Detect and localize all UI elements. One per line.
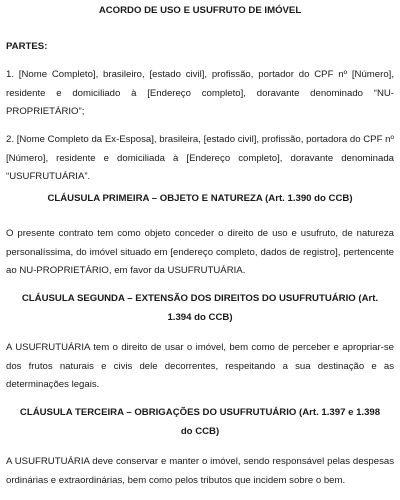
- clause-2-text: A USUFRUTUÁRIA tem o direito de usar o imóvel, bem como de perceber e apropriar-se dos frutos naturais e civis dele decorrentes, respeitando a sua destinação e as determinações legais.: [6, 342, 394, 390]
- parties-heading: PARTES:: [6, 41, 48, 52]
- clause-2-heading: CLÁUSULA SEGUNDA – EXTENSÃO DOS DIREITOS DO USUFRUTUÁRIO (Art. 1.394 do CCB): [21, 293, 379, 323]
- clause-3-heading: CLÁUSULA TERCEIRA – OBRIGAÇÕES DO USUFRUTUÁRIO (Art. 1.397 e 1.398 do CCB): [19, 407, 381, 437]
- clause-1-heading: CLÁUSULA PRIMEIRA – OBJETO E NATUREZA (Art. 1.390 do CCB): [47, 193, 353, 204]
- document-page: [6, 0, 394, 500]
- party-1-paragraph: 1. [Nome Completo], brasileiro, [estado civil], profissão, portador do CPF nº [Número], residente e domiciliado à [Endereço completo], doravante denominado “NU-PROPRIETÁRIO”;: [6, 69, 394, 117]
- document-title: ACORDO DE USO E USUFRUTO DE IMÓVEL: [98, 5, 302, 16]
- clause-1-text: O presente contrato tem como objeto conceder o direito de uso e usufruto, de natureza personalíssima, do imóvel situado em [endereço completo, dados de registro], pertencente ao NU-PROPRIETÁRIO, em favor da USUFRUTUÁRIA.: [6, 228, 394, 276]
- party-2-paragraph: 2. [Nome Completo da Ex-Esposa], brasileira, [estado civil], profissão, portadora do CPF nº [Número], residente e domiciliada à [Endereço completo], doravante denominada “USUFRUTUÁRIA”.: [6, 134, 394, 182]
- clause-3-text: A USUFRUTUÁRIA deve conservar e manter o imóvel, sendo responsável pelas despesas ordinárias e extraordinárias, bem como pelos tributos que incidem sobre o bem.: [6, 456, 394, 486]
